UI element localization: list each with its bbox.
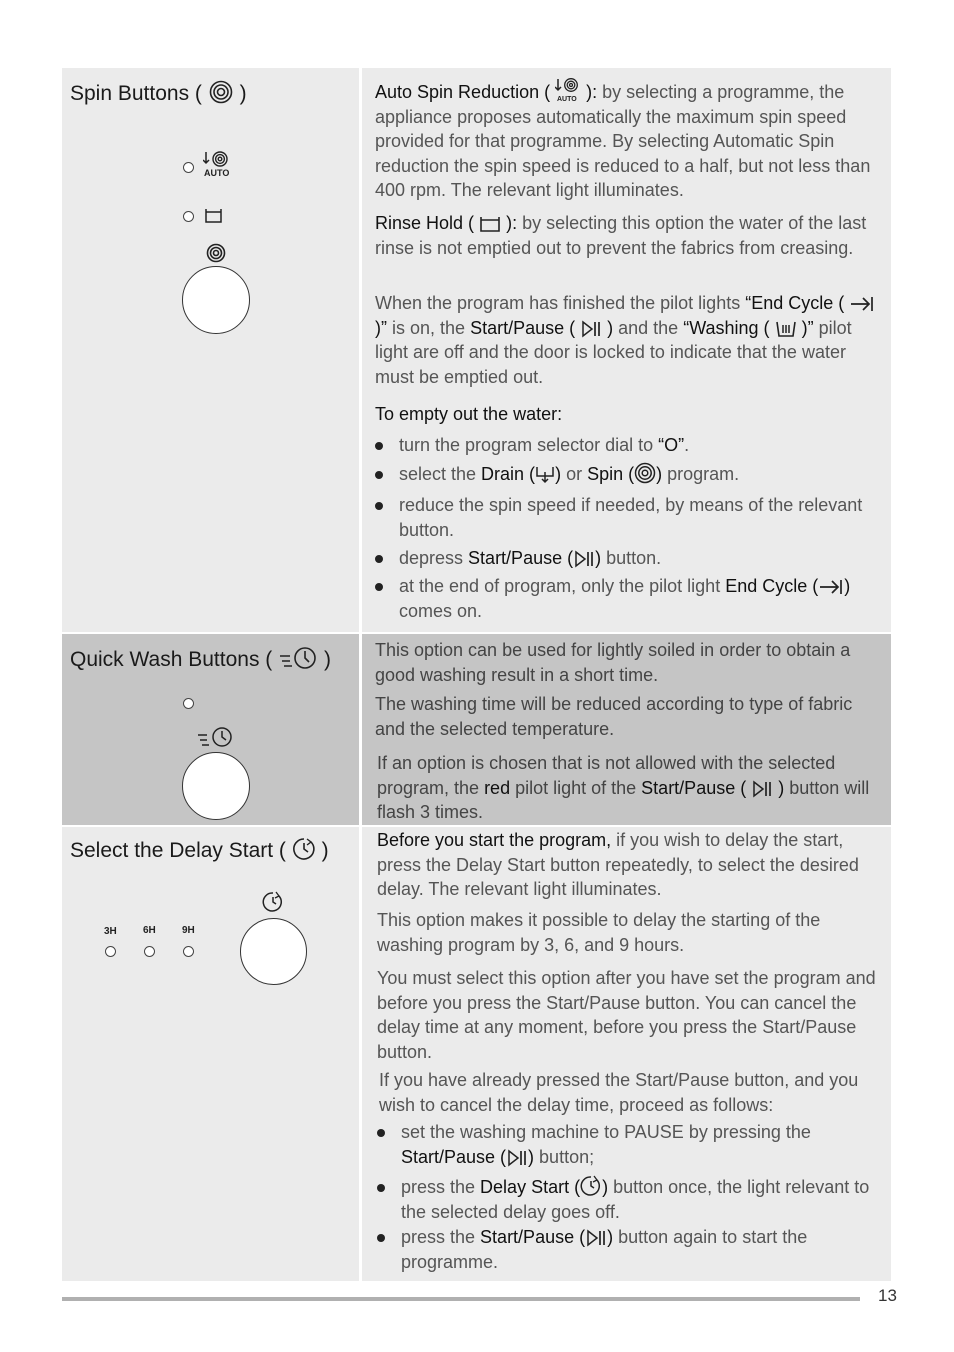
delay-p4: If you have already pressed the Start/Pause button, and you wish to cancel the delay time, proceed as follows: bbox=[379, 1070, 859, 1115]
delay-start-right-panel bbox=[362, 827, 891, 1281]
quick-wash-button[interactable] bbox=[182, 752, 250, 820]
end-cycle-icon bbox=[818, 578, 844, 596]
delay-p2: This option makes it possible to delay the starting of the washing program by 3, 6, and 9 hours. bbox=[377, 910, 821, 955]
quick-wash-p3: If an option is chosen that is not allowed with the selected program, the red pilot light of the Start/Pause ( ) button will flash 3 times. bbox=[377, 753, 870, 822]
rinse-hold-led bbox=[183, 211, 194, 222]
start-pause-icon bbox=[580, 320, 602, 338]
bullet-dot bbox=[375, 583, 383, 591]
quick-wash-p2: The washing time will be reduced according to type of fabric and the selected temperature. bbox=[375, 694, 853, 739]
auto-spin-icon-inline bbox=[555, 78, 581, 102]
spin-button[interactable] bbox=[182, 266, 250, 334]
list-item: reduce the spin speed if needed, by means of the relevant button. bbox=[375, 493, 880, 542]
end-cycle-paragraph: When the program has finished the pilot lights “End Cycle ( )” is on, the Start/Pause ( ) and the “Washing ( )” pilot light are off and the door is locked to indicate that the water must be emptied out. bbox=[375, 291, 887, 389]
spin-right-panel bbox=[362, 68, 891, 632]
spin-button-icon bbox=[206, 243, 226, 263]
delay-start-left-panel bbox=[62, 827, 359, 1281]
list-item: press the Start/Pause ( ) button again to start the programme. bbox=[377, 1225, 882, 1274]
end-cycle-icon bbox=[849, 295, 875, 313]
quick-wash-section bbox=[62, 634, 891, 825]
delay-9h-led bbox=[183, 946, 194, 957]
auto-spin-paragraph: Auto Spin Reduction ( AUTO ): by selecting a programme, the appliance proposes automatically the maximum spin speed provided for that programme. By selecting Automatic Spin reduction the spin speed is reduced to a half, but not less than 400 rpm. The relevant light illuminates. bbox=[375, 78, 887, 203]
rinse-hold-icon-inline bbox=[479, 215, 501, 233]
spin-title: Spin Buttons ( ) bbox=[70, 82, 247, 105]
delay-9h-label: 9H bbox=[182, 925, 195, 936]
list-item: depress Start/Pause ( ) button. bbox=[375, 546, 880, 571]
start-pause-icon bbox=[573, 550, 595, 568]
page-number: 13 bbox=[878, 1286, 897, 1305]
drain-icon bbox=[535, 464, 555, 484]
auto-spin-led bbox=[183, 162, 194, 173]
delay-6h-led bbox=[144, 946, 155, 957]
delay-start-section bbox=[62, 827, 891, 1281]
empty-water-title: To empty out the water: bbox=[375, 404, 563, 424]
quick-wash-led bbox=[183, 698, 194, 709]
delay-p1: Before you start the program, if you wish to delay the start, press the Delay Start button repeatedly, to select the desired delay. The relevant light illuminates. bbox=[377, 830, 859, 899]
spin-icon bbox=[208, 80, 234, 104]
bullet-dot bbox=[377, 1129, 385, 1137]
quick-wash-p1: This option can be used for lightly soiled in order to obtain a good washing result in a short time. bbox=[375, 640, 851, 685]
bullet-dot bbox=[377, 1234, 385, 1242]
start-pause-icon bbox=[751, 780, 773, 798]
delay-3h-led bbox=[105, 946, 116, 957]
auto-label: AUTO bbox=[204, 168, 230, 178]
rinse-hold-paragraph: Rinse Hold ( ): by selecting this option the water of the last rinse is not emptied out to prevent the fabrics from creasing. bbox=[375, 213, 867, 258]
list-item: turn the program selector dial to “O”. bbox=[375, 433, 880, 458]
list-item: at the end of program, only the pilot light End Cycle ( ) comes on. bbox=[375, 574, 880, 623]
list-item: press the Delay Start ( ) button once, the light relevant to the selected delay goes off. bbox=[377, 1175, 882, 1224]
bullet-dot bbox=[375, 471, 383, 479]
rinse-hold-icon bbox=[205, 208, 223, 224]
svg-text:AUTO: AUTO bbox=[557, 96, 577, 102]
quick-wash-right-panel bbox=[362, 634, 891, 825]
delay-start-title: Select the Delay Start ( ) bbox=[70, 839, 329, 862]
delay-6h-label: 6H bbox=[143, 925, 156, 936]
list-item: select the Drain ( ) or Spin ( ) program. bbox=[375, 462, 880, 487]
start-pause-icon bbox=[585, 1229, 607, 1247]
bullet-dot bbox=[375, 502, 383, 510]
bullet-dot bbox=[375, 555, 383, 563]
auto-spin-reduction-icon bbox=[203, 151, 233, 169]
washing-icon bbox=[775, 320, 797, 338]
footer-rule bbox=[62, 1297, 860, 1301]
spin-section bbox=[62, 68, 891, 632]
quick-wash-button-icon bbox=[196, 726, 234, 748]
bullet-dot bbox=[375, 442, 383, 450]
start-pause-icon bbox=[506, 1149, 528, 1167]
quick-wash-icon bbox=[278, 646, 318, 670]
list-item: set the washing machine to PAUSE by pressing the Start/Pause ( ) button; bbox=[377, 1120, 882, 1169]
spin-icon bbox=[634, 462, 656, 484]
delay-p3: You must select this option after you have set the program and before you press the Start/Pause button. You can cancel the delay time at any moment, before you press the Start/Pause button. bbox=[377, 968, 876, 1062]
delay-3h-label: 3H bbox=[104, 926, 117, 937]
delay-start-button-icon bbox=[262, 891, 284, 913]
quick-wash-title: Quick Wash Buttons ( ) bbox=[70, 648, 331, 671]
spin-left-panel bbox=[62, 68, 359, 632]
quick-wash-left-panel bbox=[62, 634, 359, 825]
delay-start-icon bbox=[580, 1175, 602, 1197]
delay-start-button[interactable] bbox=[240, 918, 307, 985]
delay-start-icon bbox=[292, 837, 316, 861]
bullet-dot bbox=[377, 1184, 385, 1192]
